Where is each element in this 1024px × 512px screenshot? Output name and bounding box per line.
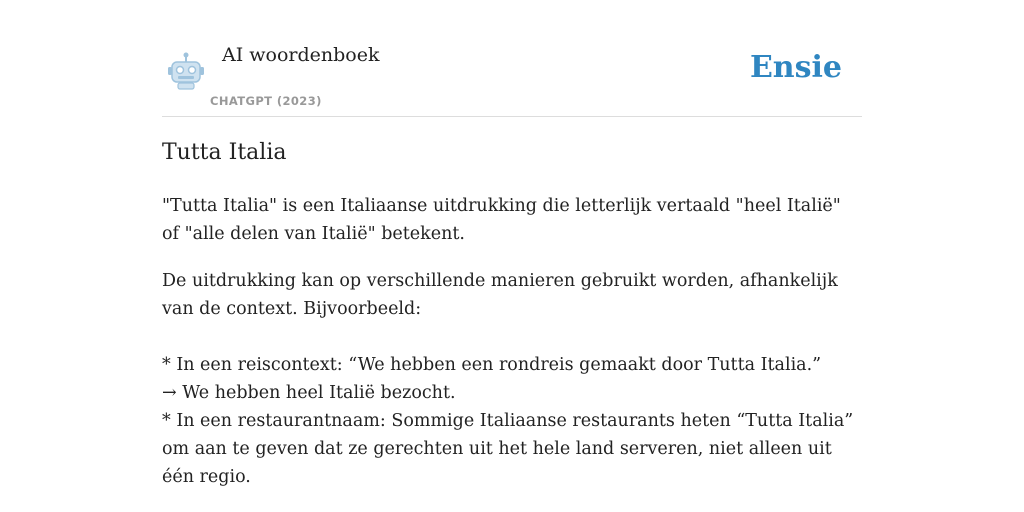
definition-paragraph: De uitdrukking kan op verschillende manieren gebruikt worden, afhankelijk van de context. Bijvoorbeeld: * In een reiscontext: “We hebben een rondreis gemaakt door Tutta Italia.” → We hebben heel Italië bezocht. * In een restaurantnaam: Sommige Italiaanse restaurants heten “Tutta Italia” om aan te geven dat ze gerechten uit het hele land serveren, niet alleen uit één regio.: [162, 271, 854, 487]
robot-icon: [166, 52, 206, 92]
dictionary-title: AI woordenboek: [222, 44, 380, 66]
entry-term: Tutta Italia: [162, 140, 287, 165]
entry-card: [162, 0, 862, 512]
definition-paragraph: "Tutta Italia" is een Italiaanse uitdrukking die letterlijk vertaald "heel Italië" of "alle delen van Italië" betekent.: [162, 196, 841, 244]
brand-logo[interactable]: Ensie: [749, 50, 842, 85]
header: [162, 0, 862, 117]
dictionary-source: CHATGPT (2023): [210, 94, 322, 108]
entry-definition: [162, 192, 862, 510]
